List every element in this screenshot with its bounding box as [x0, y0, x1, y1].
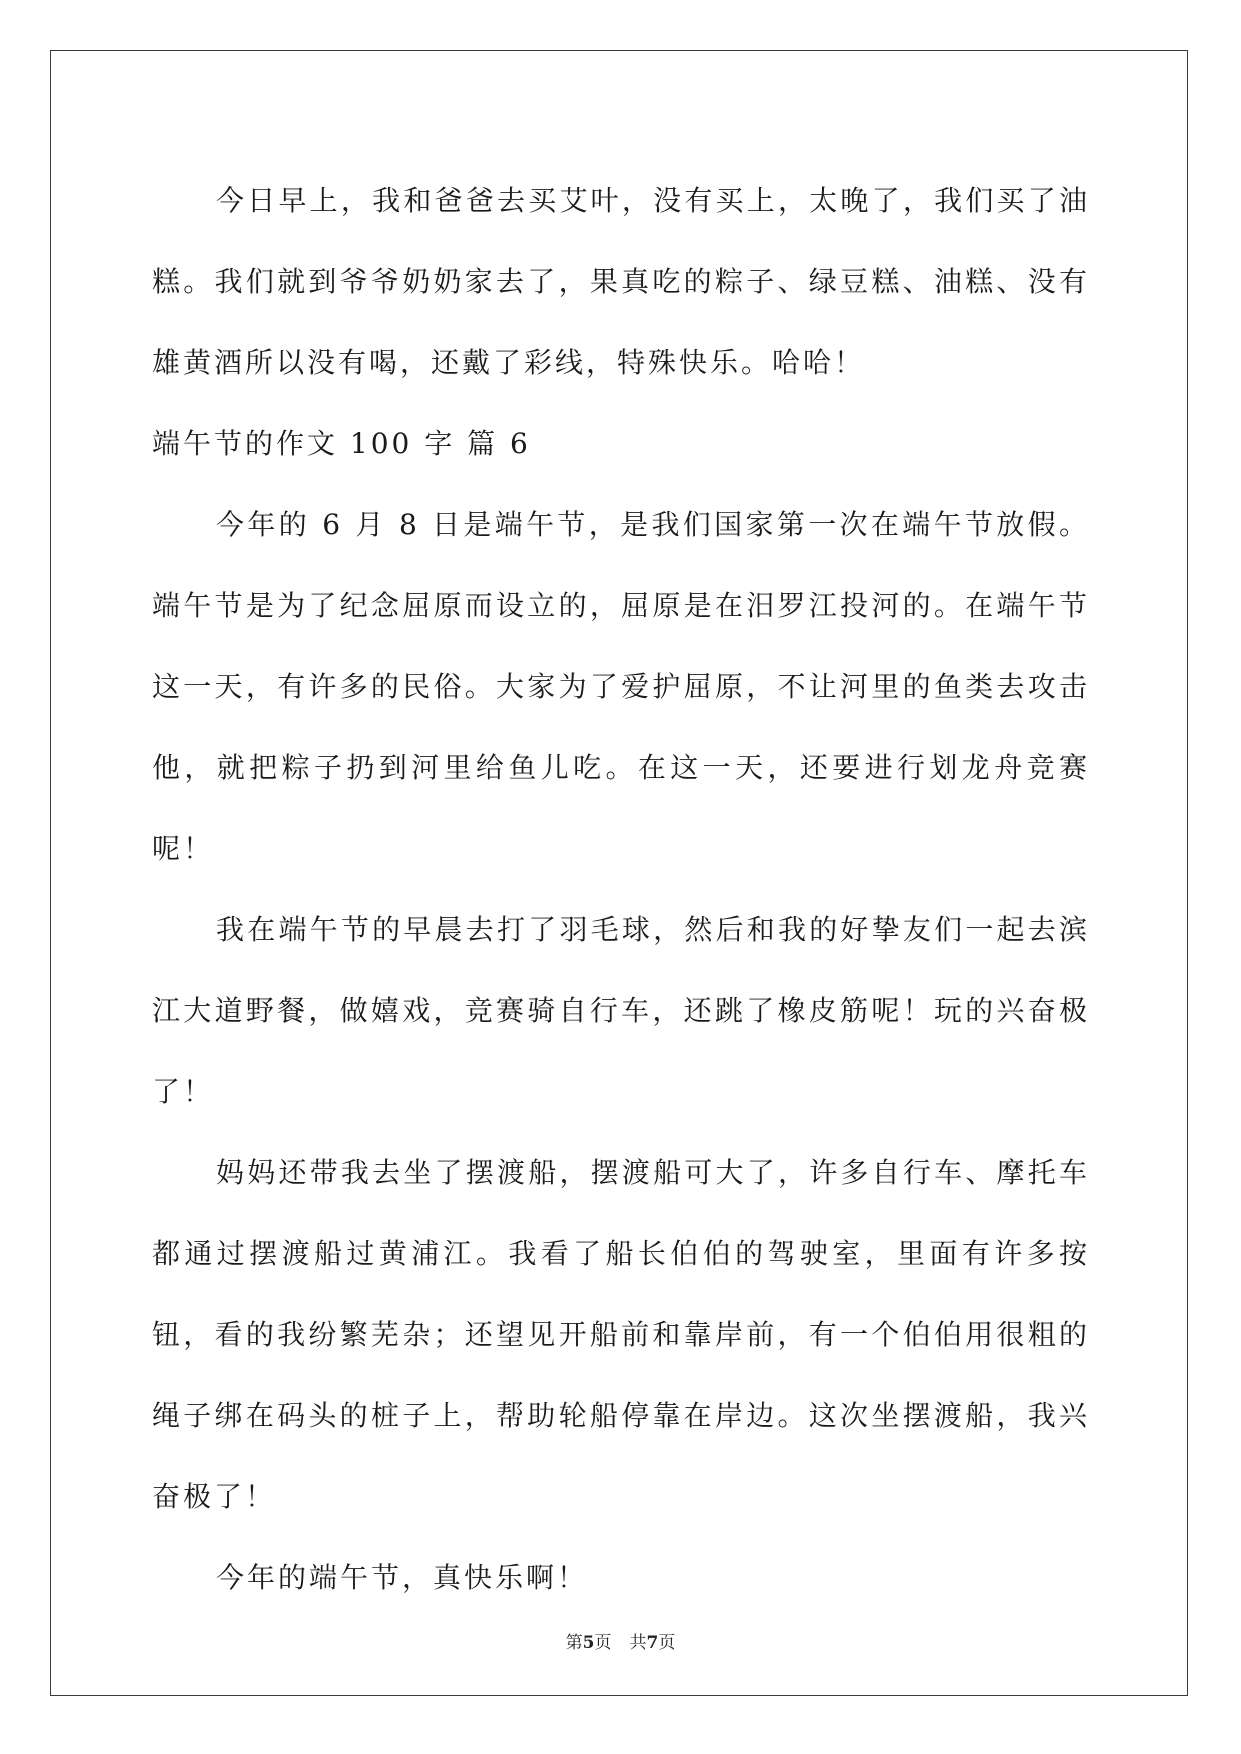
paragraph: 今年的 6 月 8 日是端午节，是我们国家第一次在端午节放假。端午节是为了纪念屈原而设立的，屈原是在汨罗江投河的。在端午节这一天，有许多的民俗。大家为了爱护屈原，不让河里的鱼类去攻击他，就把粽子扔到河里给鱼儿吃。在这一天，还要进行划龙舟竞赛呢！: [152, 508, 1090, 865]
total-suffix: 页: [658, 1633, 676, 1653]
total-prefix: 共: [629, 1633, 647, 1653]
page-footer: [0, 1628, 1241, 1653]
paragraph: 今年的端午节，真快乐啊！: [216, 1561, 589, 1594]
page-current: 5: [582, 1633, 595, 1653]
page-total: 7: [646, 1633, 659, 1653]
paragraph: 我在端午节的早晨去打了羽毛球，然后和我的好挚友们一起去滨江大道野餐，做嬉戏，竞赛骑自行车，还跳了橡皮筋呢！玩的兴奋极了！: [152, 913, 1090, 1108]
paragraph: 妈妈还带我去坐了摆渡船，摆渡船可大了，许多自行车、摩托车都通过摆渡船过黄浦江。我看了船长伯伯的驾驶室，里面有许多按钮，看的我纷繁芜杂；还望见开船前和靠岸前，有一个伯伯用很粗的绳子绑在码头的桩子上，帮助轮船停靠在岸边。这次坐摆渡船，我兴奋极了！: [152, 1156, 1090, 1513]
page-prefix: 第: [565, 1633, 583, 1653]
page-suffix: 页: [594, 1633, 612, 1653]
section-heading: 端午节的作文 100 字 篇 6: [152, 427, 531, 460]
paragraph: 今日早上，我和爸爸去买艾叶，没有买上，太晚了，我们买了油糕。我们就到爷爷奶奶家去了，果真吃的粽子、绿豆糕、油糕、没有雄黄酒所以没有喝，还戴了彩线，特殊快乐。哈哈！: [152, 184, 1090, 379]
document-body: [152, 160, 1090, 1618]
